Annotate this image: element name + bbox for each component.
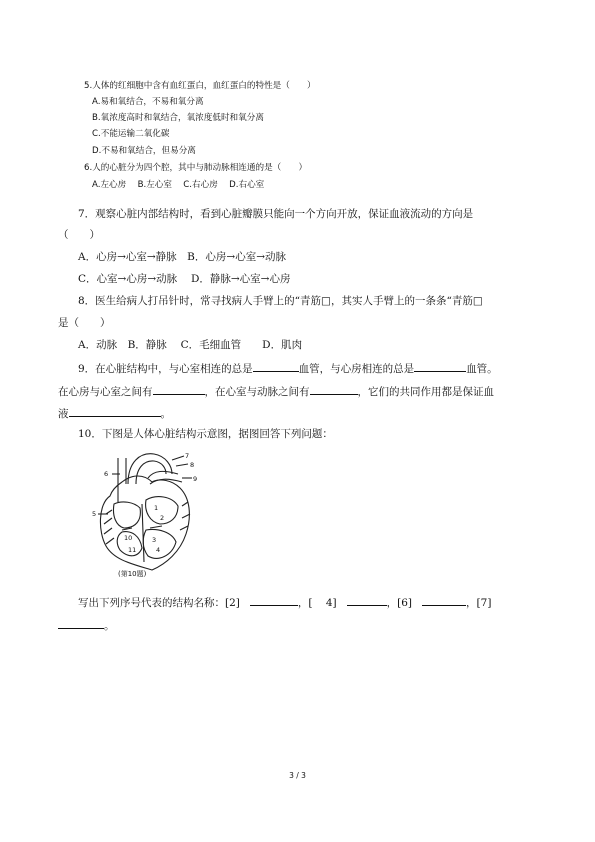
heart-label-3: 3 [152, 536, 157, 544]
q8-stem: 8．医生给病人打吊针时，常寻找病人手臂上的“青筋□，其实人手臂上的一条条“青筋□ [78, 295, 483, 307]
q10-text-a: 写出下列序号代表的结构名称：[2] [78, 597, 240, 609]
q10-answer-line1 [78, 594, 491, 610]
q6-stem: 6.人的心脏分为四个腔，其中与肺动脉相连通的是（ ） [84, 163, 308, 173]
heart-label-1: 1 [154, 504, 159, 512]
q9-blank-5[interactable] [69, 405, 161, 417]
heart-label-10: 10 [124, 534, 133, 542]
q9-line2 [58, 383, 494, 399]
q10-blank-7[interactable] [58, 617, 104, 629]
q10-text-b: ，[ [297, 597, 313, 609]
q5-stem: 5.人体的红细胞中含有血红蛋白，血红蛋白的特性是（ ） [84, 81, 316, 91]
q9-blank-1[interactable] [253, 360, 299, 372]
q9-text-1b: 血管，与心房相连的总是 [298, 363, 415, 375]
q9-blank-4[interactable] [310, 383, 358, 395]
heart-label-11: 11 [128, 546, 137, 554]
figure-caption: (第10题) [118, 570, 147, 578]
q9-text-2b: ，在心室与动脉之间有 [204, 386, 310, 398]
q10-blank-2[interactable] [250, 594, 298, 606]
q10-stem: 10．下图是人体心脏结构示意图，据图回答下列问题： [78, 428, 333, 440]
q5-option-c: C.不能运输二氧化碳 [92, 129, 170, 139]
q9-text-2a: 在心房与心室之间有 [58, 386, 153, 398]
heart-label-5: 5 [92, 510, 97, 518]
q7-paren: （ ） [58, 229, 100, 241]
q9-text-1a: 9．在心脏结构中，与心室相连的总是 [78, 363, 253, 375]
heart-label-7: 7 [185, 452, 190, 460]
q9-text-2c: ，它们的共同作用都是保证血 [357, 386, 494, 398]
q7-options-row1: A．心房→心室→静脉 B．心房→心室→动脉 [78, 251, 286, 263]
q5-option-a: A.易和氧结合，不易和氧分离 [92, 97, 204, 107]
q9-blank-2[interactable] [414, 360, 466, 372]
heart-label-6: 6 [104, 470, 109, 478]
q9-blank-3[interactable] [153, 383, 205, 395]
q10-text-end: 。 [104, 620, 115, 632]
q10-text-e: ，[7] [466, 597, 492, 609]
q5-option-d: D.不易和氧结合，但易分离 [92, 146, 196, 156]
q7-stem: 7．观察心脏内部结构时，看到心脏瓣膜只能向一个方向开放，保证血液流动的方向是 [78, 208, 474, 220]
q8-options: A．动脉 B．静脉 C．毛细血管 D．肌肉 [78, 339, 303, 351]
heart-diagram [92, 444, 202, 576]
q10-blank-6[interactable] [422, 594, 466, 606]
q9-text-3b: 。 [160, 408, 171, 420]
q9-line1 [78, 360, 498, 376]
heart-label-8: 8 [190, 461, 195, 469]
q10-text-c: 4] [325, 597, 337, 609]
q8-continuation: 是（ ） [58, 317, 111, 329]
q9-line3 [58, 405, 171, 421]
heart-label-2: 2 [160, 514, 165, 522]
q6-options: A.左心房 B.左心室 C.右心房 D.右心室 [92, 180, 265, 190]
q7-options-row2: C．心室→心房→动脉 D．静脉→心室→心房 [78, 273, 291, 285]
page-number: 3 / 3 [289, 771, 306, 780]
heart-label-9: 9 [193, 475, 198, 483]
q9-text-1c: 血管。 [466, 363, 498, 375]
q5-option-b: B.氧浓度高时和氧结合，氧浓度低时和氧分离 [92, 113, 264, 123]
q10-text-d: ，[6] [386, 597, 413, 609]
q10-blank-4[interactable] [347, 594, 387, 606]
q9-text-3a: 液 [58, 408, 69, 420]
q10-answer-line2 [58, 617, 115, 633]
heart-label-4: 4 [156, 546, 161, 554]
